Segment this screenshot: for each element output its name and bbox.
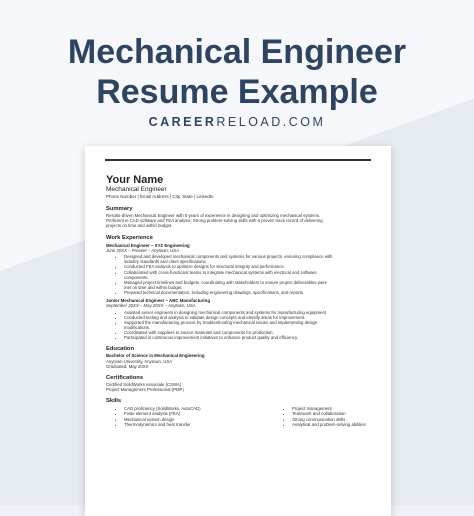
- job1-title: Mechanical Engineer – XYZ Engineering: [106, 242, 190, 248]
- job2-bullet: [124, 320, 376, 330]
- job2-bullet: • Assisted senior engineers in designing mechanical components and systems for manufacturing equipment: [124, 310, 376, 315]
- job1-bullets: [106, 254, 376, 295]
- job2-bullet: • Coordinated with suppliers to source materials and components for production.: [124, 330, 376, 335]
- resume-name: Your Name: [106, 174, 164, 186]
- bullet-text: Designed and developed mechanical components and systems for various projects, ensuring compliance with: [124, 254, 333, 260]
- summary-line: Proficient in CAD software and FEA analysis. Strong problem-solving skills with a proven track record of delivering: [106, 218, 323, 224]
- job2-title: Junior Mechanical Engineer – ABC Manufacturing: [106, 297, 211, 303]
- bullet-text: components.: [124, 274, 149, 280]
- site-name-rest: RELOAD.COM: [216, 115, 326, 129]
- resume-paper: [85, 146, 391, 516]
- resume-body: [106, 174, 376, 427]
- bullet-text: Supported the manufacturing process by troubleshooting mechanical issues and implementing design: [124, 319, 318, 325]
- certification: Certified SolidWorks Associate (CSWA): [106, 381, 182, 387]
- job2-dates: September 20XX – May 20XX – Anytown, USA: [106, 303, 196, 309]
- job1-bullet: • Conducted FEA analysis to optimize designs for structural integrity and performance.: [124, 264, 376, 269]
- summary-heading: Summary: [106, 206, 133, 212]
- skill-item: • Thermodynamics and heat transfer: [124, 422, 274, 427]
- page-title-line2: Resume Example: [96, 73, 378, 111]
- bullet-text: Managed project timelines and budgets, coordinating with stakeholders to ensure project deliverables were: [124, 279, 328, 285]
- skill-item: • Finite element analysis (FEA): [124, 411, 274, 416]
- skill-item: • Strong communication skills: [292, 417, 366, 422]
- certification: Project Management Professional (PMP): [106, 387, 184, 393]
- top-rule: [105, 159, 371, 161]
- job1-bullet: [124, 280, 376, 290]
- degree: Bachelor of Science in Mechanical Engineering: [106, 353, 205, 359]
- skill-item: • CAD proficiency (SolidWorks, AutoCAD): [124, 406, 274, 411]
- resume-role: Mechanical Engineer: [106, 186, 167, 193]
- skill-item: • Mechanical system design: [124, 417, 274, 422]
- skill-item: • Analytical and problem-solving abilities: [292, 422, 366, 427]
- summary-line: Results-driven Mechanical Engineer with 5 years of experience in designing and optimizing mechanical systems.: [106, 213, 320, 218]
- site-name-bold: CAREER: [148, 115, 217, 129]
- bullet-text: industry standards and client specifications.: [124, 259, 207, 265]
- bullet-text: modifications.: [124, 324, 151, 330]
- job2-bullet: • Conducted testing and analysis to validate design concepts and identify areas for improvement.: [124, 315, 376, 320]
- skills-heading: Skills: [106, 398, 122, 405]
- job1-bullet: [124, 270, 376, 280]
- skill-item: • Project management: [292, 406, 366, 411]
- job1-bullet: • Prepared technical documentation, including engineering drawings, specifications, and reports.: [124, 290, 376, 295]
- job1-dates: June 20XX – Present – Anytown, USA: [106, 248, 179, 254]
- university: Anytown University, Anytown, USA: [106, 358, 173, 364]
- bullet-text: Collaborated with cross-functional teams to integrate mechanical systems with electrical and software: [124, 269, 317, 275]
- summary-line: projects on time and within budget.: [106, 223, 173, 229]
- education-heading: Education: [106, 346, 135, 353]
- resume-contact: Phone Number | Email Address | City, State | LinkedIn: [106, 194, 214, 199]
- certifications-heading: Certifications: [106, 374, 144, 381]
- experience-heading: Work Experience: [106, 234, 153, 241]
- job1-bullet: [124, 254, 376, 264]
- skills-list: [106, 405, 376, 426]
- site-name: [0, 115, 474, 129]
- graduated: Graduated: May 20XX: [106, 363, 149, 369]
- bullet-text: met on time and within budget.: [124, 284, 183, 290]
- skill-item: • Teamwork and collaboration: [292, 411, 366, 416]
- skills-left-column: [106, 406, 274, 426]
- job2-bullets: [106, 310, 376, 341]
- job2-bullet: • Participated in continuous improvement initiatives to enhance product quality and efficiency.: [124, 335, 376, 340]
- skills-right-column: [274, 406, 366, 426]
- page-title-line1: Mechanical Engineer: [67, 33, 407, 71]
